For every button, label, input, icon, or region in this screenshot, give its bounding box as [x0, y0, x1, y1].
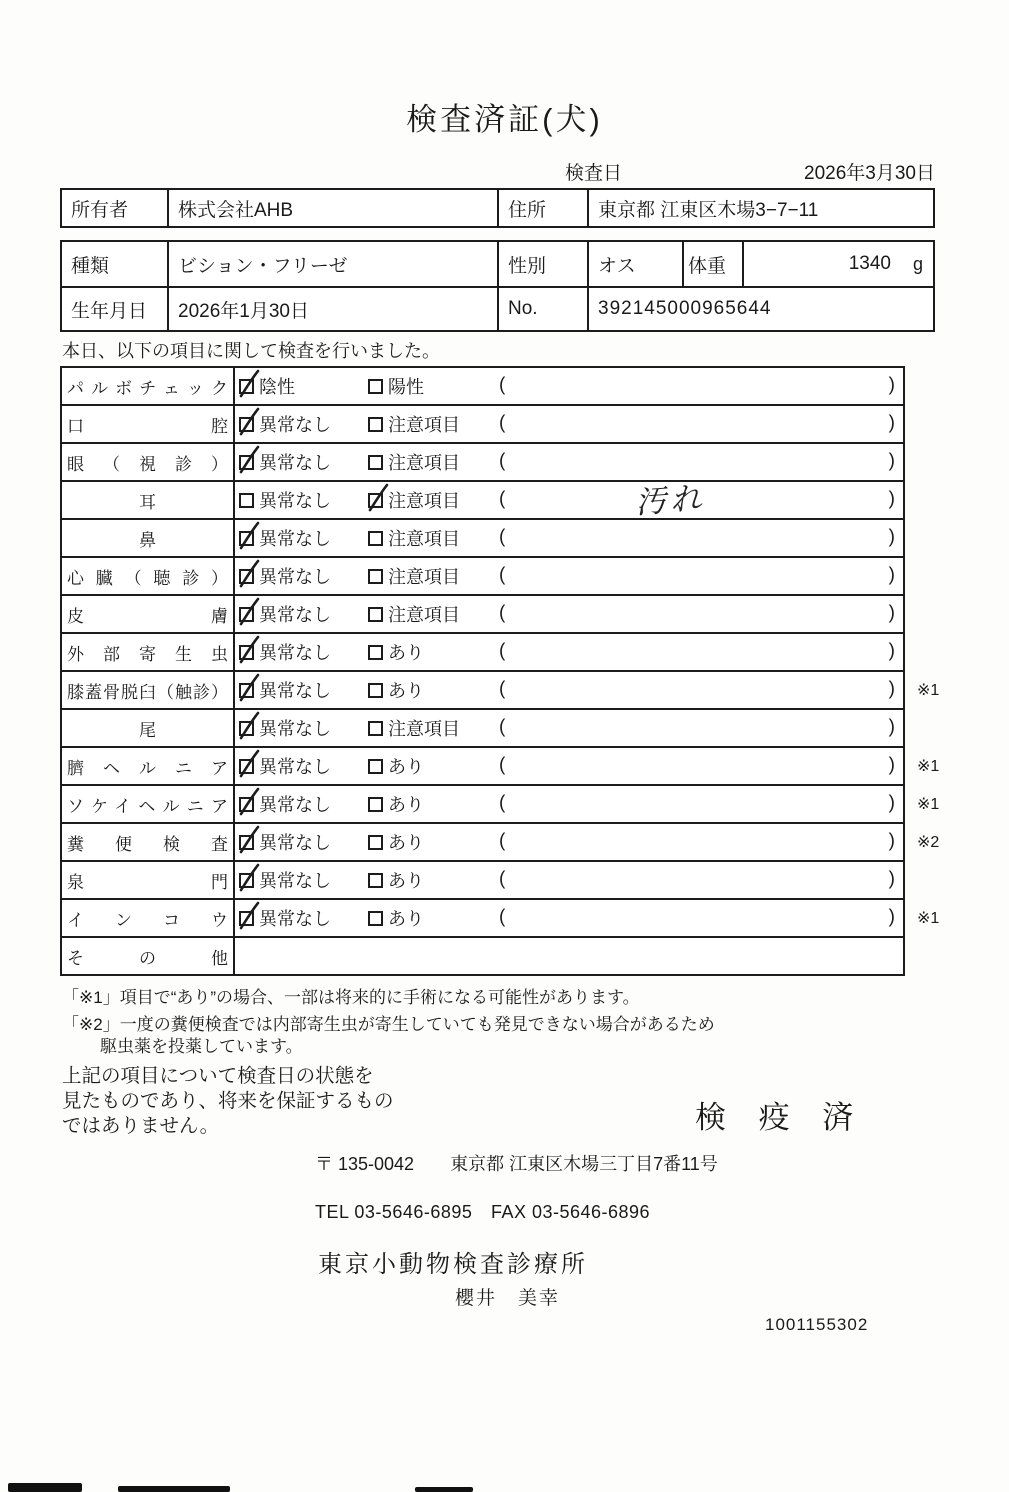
checkbox-option-2	[368, 482, 460, 518]
handwritten-remark	[565, 417, 774, 432]
option-label: あり	[388, 681, 424, 701]
row-label-text: 膝蓋骨脱臼（触診）	[67, 682, 228, 702]
paren-close: )	[888, 412, 895, 434]
checkbox-option-1	[239, 672, 331, 708]
handwritten-remark	[565, 531, 774, 546]
handwritten-check-icon	[236, 596, 262, 626]
info-row-2	[62, 286, 933, 330]
table-row	[62, 786, 940, 824]
paren-open: (	[499, 792, 506, 814]
handwritten-remark	[565, 759, 774, 774]
footnote-2-line-1: 「※2」一度の糞便検査では内部寄生虫が寄生していても発見できない場合があるため	[62, 1015, 715, 1034]
paren-close: )	[888, 754, 895, 776]
checkbox-icon	[239, 455, 254, 470]
checkbox-icon	[239, 797, 254, 812]
row-content	[235, 900, 940, 936]
checkbox-icon	[239, 835, 254, 850]
inspection-date-label: 検査日	[565, 163, 623, 184]
checkbox-option-1	[239, 634, 331, 670]
owner-value: 株式会社AHB	[167, 190, 497, 226]
table-row	[62, 520, 903, 558]
table-row	[62, 406, 903, 444]
paren-open: (	[499, 868, 506, 890]
checkbox-icon	[368, 835, 383, 850]
paren-close: )	[888, 716, 895, 738]
paren-open: (	[499, 412, 506, 434]
option-label: あり	[388, 643, 424, 663]
handwritten-check-icon	[365, 482, 391, 512]
row-label	[62, 786, 235, 822]
paren-open: (	[499, 754, 506, 776]
paren-close: )	[888, 488, 895, 510]
option-label: 注意項目	[388, 567, 460, 587]
row-content	[235, 558, 903, 594]
option-label: 注意項目	[388, 605, 460, 625]
owner-label: 所有者	[71, 199, 129, 221]
footnote-marker: ※1	[917, 796, 940, 813]
option-label: 異常なし	[259, 757, 331, 777]
footnote-marker: ※2	[917, 834, 940, 851]
row-label	[62, 558, 235, 594]
handwritten-check-icon	[236, 634, 262, 664]
weight-value-cell	[742, 242, 937, 286]
paren-close: )	[888, 526, 895, 548]
address-value: 東京都 江東区木場3−7−11	[587, 190, 937, 226]
option-label: 異常なし	[259, 833, 331, 853]
paren-open: (	[499, 374, 506, 396]
handwritten-check-icon	[236, 558, 262, 588]
table-row	[62, 634, 903, 672]
option-label: 注意項目	[388, 719, 460, 739]
row-label-text: その他	[67, 948, 228, 968]
option-label: 異常なし	[259, 605, 331, 625]
row-content	[235, 748, 940, 784]
paren-close: )	[888, 602, 895, 624]
handwritten-check-icon	[236, 520, 262, 550]
scan-artifact	[415, 1487, 473, 1492]
row-content	[235, 824, 940, 860]
handwritten-remark	[565, 683, 774, 698]
row-content	[235, 520, 903, 556]
row-label	[62, 368, 235, 404]
checkbox-icon	[239, 721, 254, 736]
paren-close: )	[888, 830, 895, 852]
row-label-text: 鼻	[139, 530, 156, 550]
handwritten-remark	[565, 721, 774, 736]
checkbox-option-2	[368, 824, 424, 860]
handwritten-remark	[565, 455, 774, 470]
option-label: あり	[388, 757, 424, 777]
paren-open: (	[499, 564, 506, 586]
address-label: 住所	[497, 190, 587, 226]
checkbox-icon	[368, 721, 383, 736]
checkbox-option-1	[239, 862, 331, 898]
row-content	[235, 596, 903, 632]
row-content	[235, 406, 903, 442]
paren-close: )	[888, 640, 895, 662]
checkbox-icon	[368, 759, 383, 774]
option-label: 異常なし	[259, 453, 331, 473]
row-content	[235, 786, 940, 822]
row-label	[62, 672, 235, 708]
disclaimer-line-3: ではありません。	[62, 1115, 220, 1137]
exam-table-body	[60, 366, 940, 976]
row-label	[62, 748, 235, 784]
footnote-1: 「※1」項目で“あり”の場合、一部は将来的に手術になる可能性があります。	[62, 988, 640, 1007]
option-label: 異常なし	[259, 871, 331, 891]
checkbox-option-1	[239, 482, 331, 518]
handwritten-remark	[565, 873, 774, 888]
scan-artifact	[8, 1483, 82, 1492]
checkbox-icon	[368, 645, 383, 660]
checkbox-icon	[368, 911, 383, 926]
row-label	[62, 596, 235, 632]
row-label	[62, 520, 235, 556]
checkbox-icon	[239, 759, 254, 774]
footnote-marker: ※1	[917, 910, 940, 927]
row-content	[235, 862, 903, 898]
checkbox-option-1	[239, 444, 331, 480]
checkbox-option-2	[368, 900, 424, 936]
table-row	[62, 748, 940, 786]
checkbox-icon	[368, 683, 383, 698]
handwritten-check-icon	[236, 444, 262, 474]
row-content	[235, 672, 940, 708]
option-label: 異常なし	[259, 719, 331, 739]
checkbox-icon	[239, 493, 254, 508]
disclaimer	[62, 1064, 394, 1139]
paren-open: (	[499, 450, 506, 472]
row-label-text: 臍ヘルニア	[67, 758, 228, 778]
checkbox-option-2	[368, 596, 460, 632]
checkbox-icon	[368, 607, 383, 622]
checkbox-option-2	[368, 634, 424, 670]
checkbox-option-1	[239, 786, 331, 822]
row-label-text: パルボチェック	[67, 378, 228, 398]
checkbox-icon	[368, 531, 383, 546]
checkbox-icon	[239, 683, 254, 698]
row-label-text: 心臓（聴診）	[67, 568, 228, 588]
exam-statement: 本日、以下の項目に関して検査を行いました。	[62, 341, 440, 361]
table-row	[62, 596, 903, 634]
checkbox-option-1	[239, 900, 331, 936]
row-label	[62, 406, 235, 442]
footnote-2-line-2: 駆虫薬を投薬しています。	[100, 1037, 303, 1056]
paren-close: )	[888, 678, 895, 700]
paren-open: (	[499, 678, 506, 700]
info-row-1	[62, 242, 933, 286]
checkbox-option-1	[239, 520, 331, 556]
option-label: 異常なし	[259, 909, 331, 929]
row-label-text: 尾	[139, 720, 156, 740]
checkbox-icon	[239, 607, 254, 622]
paren-close: )	[888, 868, 895, 890]
option-label: 陰性	[259, 377, 295, 397]
weight-value: 1340	[848, 253, 891, 274]
option-label: 異常なし	[259, 681, 331, 701]
row-label	[62, 862, 235, 898]
no-value: 392145000965644	[587, 288, 937, 330]
checkbox-option-2	[368, 406, 460, 442]
handwritten-check-icon	[236, 710, 262, 740]
row-label	[62, 482, 235, 518]
handwritten-remark: 汚れ	[634, 480, 707, 522]
owner-row	[62, 190, 933, 226]
paren-open: (	[499, 716, 506, 738]
table-row	[62, 368, 903, 406]
clinic-name: 東京小動物検査診療所	[318, 1251, 588, 1278]
disclaimer-line-1: 上記の項目について検査日の状態を	[62, 1065, 374, 1087]
footnote-marker: ※1	[917, 758, 940, 775]
checkbox-icon	[368, 455, 383, 470]
option-label: 注意項目	[388, 415, 460, 435]
row-label	[62, 900, 235, 936]
disclaimer-line-2: 見たものであり、将来を保証するもの	[62, 1090, 394, 1112]
row-content	[235, 938, 903, 974]
option-label: 異常なし	[259, 491, 331, 511]
handwritten-check-icon	[236, 786, 262, 816]
row-label	[62, 634, 235, 670]
option-label: 異常なし	[259, 415, 331, 435]
sex-label: 性別	[497, 242, 587, 286]
row-label-text: 眼（視診）	[67, 454, 228, 474]
handwritten-remark	[565, 607, 774, 622]
checkbox-icon	[368, 873, 383, 888]
checkbox-option-1	[239, 596, 331, 632]
handwritten-remark	[565, 645, 774, 660]
row-label-text: 口腔	[67, 416, 228, 436]
checkbox-option-2	[368, 444, 460, 480]
handwritten-check-icon	[236, 406, 262, 436]
handwritten-check-icon	[236, 824, 262, 854]
paren-open: (	[499, 640, 506, 662]
sex-value: オス	[587, 242, 682, 286]
table-row	[62, 824, 940, 862]
option-label: 陽性	[388, 377, 424, 397]
row-label-text: 耳	[139, 492, 156, 512]
birth-value: 2026年1月30日	[167, 288, 497, 330]
table-row	[62, 482, 903, 520]
handwritten-remark	[565, 797, 774, 812]
checkbox-icon	[239, 379, 254, 394]
option-label: あり	[388, 833, 424, 853]
checkbox-icon	[239, 569, 254, 584]
breed-label: 種類	[71, 255, 110, 277]
table-row	[62, 938, 903, 974]
checkbox-icon	[368, 379, 383, 394]
table-row	[62, 862, 903, 900]
handwritten-check-icon	[236, 368, 262, 398]
handwritten-remark	[565, 911, 774, 926]
paren-open: (	[499, 526, 506, 548]
option-label: 異常なし	[259, 529, 331, 549]
option-label: 異常なし	[259, 567, 331, 587]
paren-close: )	[888, 906, 895, 928]
weight-label: 体重	[682, 242, 742, 286]
serial-number: 1001155302	[765, 1315, 869, 1334]
checkbox-option-2	[368, 672, 424, 708]
handwritten-remark	[565, 949, 774, 964]
checkbox-icon	[239, 531, 254, 546]
option-label: 注意項目	[388, 529, 460, 549]
checkbox-icon	[368, 493, 383, 508]
option-label: 注意項目	[388, 453, 460, 473]
row-label	[62, 444, 235, 480]
row-label-text: 外部寄生虫	[67, 644, 228, 664]
row-label	[62, 938, 235, 974]
option-label: 異常なし	[259, 643, 331, 663]
scan-artifact	[118, 1486, 230, 1492]
row-label-text: ソケイヘルニア	[67, 796, 228, 816]
checkbox-option-2	[368, 748, 424, 784]
row-content	[235, 444, 903, 480]
owner-table	[60, 188, 935, 228]
handwritten-remark	[565, 379, 774, 394]
checkbox-option-1	[239, 710, 331, 746]
checkbox-option-2	[368, 520, 460, 556]
row-label	[62, 710, 235, 746]
table-row	[62, 710, 903, 748]
inspection-date-value: 2026年3月30日	[804, 163, 935, 184]
row-content	[235, 368, 903, 404]
checkbox-option-2	[368, 862, 424, 898]
checkbox-option-1	[239, 824, 331, 860]
tel-fax: TEL 03-5646-6895 FAX 03-5646-6896	[315, 1202, 651, 1222]
checkbox-icon	[239, 417, 254, 432]
paren-open: (	[499, 602, 506, 624]
paren-open: (	[499, 830, 506, 852]
person-name: 櫻井 美幸	[455, 1288, 561, 1309]
weight-unit: g	[912, 253, 923, 274]
handwritten-check-icon	[236, 672, 262, 702]
handwritten-remark	[565, 569, 774, 584]
breed-value: ビション・フリーゼ	[167, 242, 497, 286]
checkbox-option-1	[239, 558, 331, 594]
paren-close: )	[888, 374, 895, 396]
row-label-text: 皮膚	[67, 606, 228, 626]
checkbox-option-1	[239, 368, 295, 404]
option-label: 注意項目	[388, 491, 460, 511]
no-label: No.	[497, 288, 587, 330]
checkbox-icon	[239, 873, 254, 888]
checkbox-option-2	[368, 368, 424, 404]
paren-close: )	[888, 792, 895, 814]
row-content	[235, 480, 903, 522]
checkbox-option-1	[239, 748, 331, 784]
table-row	[62, 444, 903, 482]
row-label-text: インコウ	[67, 910, 228, 930]
handwritten-check-icon	[236, 900, 262, 930]
birth-label: 生年月日	[71, 300, 148, 322]
option-label: あり	[388, 909, 424, 929]
paren-open: (	[499, 906, 506, 928]
checkbox-option-1	[239, 406, 331, 442]
animal-info-table	[60, 240, 935, 332]
checkbox-icon	[368, 797, 383, 812]
quarantine-passed-stamp: 検 疫 済	[695, 1100, 866, 1135]
option-label: あり	[388, 871, 424, 891]
checkbox-icon	[368, 569, 383, 584]
option-label: あり	[388, 795, 424, 815]
row-content	[235, 634, 903, 670]
option-label: 異常なし	[259, 795, 331, 815]
paren-open: (	[499, 488, 506, 510]
footnote-marker: ※1	[917, 682, 940, 699]
checkbox-option-2	[368, 786, 424, 822]
postal-address: 〒 135-0042 東京都 江東区木場三丁目7番11号	[315, 1154, 718, 1174]
table-row	[62, 672, 940, 710]
paren-close: )	[888, 450, 895, 472]
handwritten-check-icon	[236, 862, 262, 892]
checkbox-icon	[368, 417, 383, 432]
table-row	[62, 900, 940, 938]
row-label	[62, 824, 235, 860]
handwritten-remark	[565, 835, 774, 850]
checkbox-icon	[239, 911, 254, 926]
checkbox-icon	[239, 645, 254, 660]
checkbox-option-2	[368, 710, 460, 746]
handwritten-check-icon	[236, 748, 262, 778]
row-content	[235, 710, 903, 746]
row-label-text: 糞便検査	[67, 834, 228, 854]
checkbox-option-2	[368, 558, 460, 594]
paren-close: )	[888, 564, 895, 586]
page-title: 検査済証(犬)	[406, 102, 603, 137]
table-row	[62, 558, 903, 596]
row-label-text: 泉門	[67, 872, 228, 892]
